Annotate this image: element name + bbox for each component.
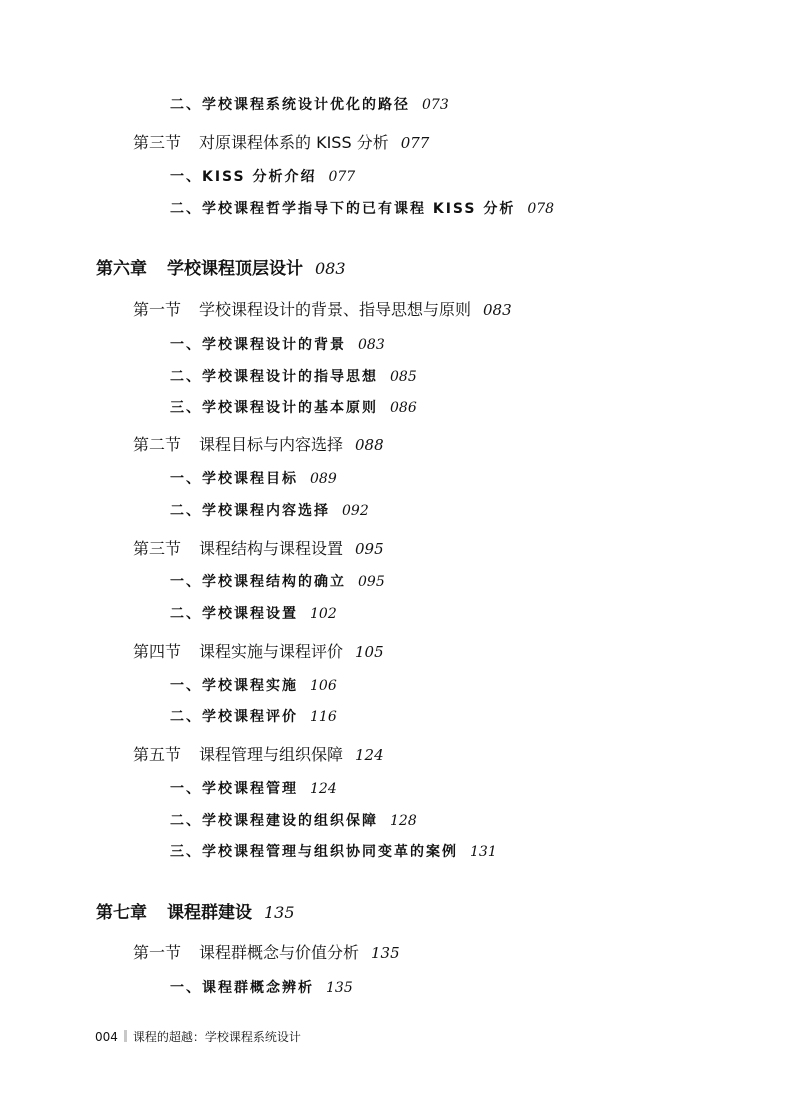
toc-entry-title: 二、学校课程设计的指导思想 (170, 369, 378, 385)
toc-entry-section-item (170, 841, 497, 861)
toc-entry-page: 135 (371, 944, 400, 962)
toc-entry-title: 一、学校课程结构的确立 (170, 574, 346, 590)
toc-entry-title: 二、学校课程系统设计优化的路径 (170, 97, 410, 113)
toc-entry-section (133, 639, 384, 662)
toc-entry-page: 086 (390, 400, 417, 416)
toc-entry-number: 第三节 (133, 133, 182, 152)
toc-entry-page: 073 (422, 97, 449, 113)
toc-entry-page: 078 (527, 201, 555, 217)
footer-divider (124, 1030, 127, 1042)
toc-entry-page: 131 (470, 844, 497, 860)
toc-entry-page: 092 (342, 503, 369, 519)
toc-entry-number: 第三节 (133, 539, 182, 558)
toc-entry-section-item (170, 571, 385, 591)
toc-entry-title: 一、学校课程实施 (170, 678, 298, 694)
toc-entry-section (133, 297, 512, 320)
toc-entry-page: 095 (355, 540, 384, 558)
toc-entry-section-item (170, 977, 353, 997)
toc-entry-title: 二、学校课程设置 (170, 606, 298, 622)
toc-entry-title: 二、学校课程内容选择 (170, 503, 330, 519)
toc-entry-title: 一、学校课程设计的背景 (170, 337, 346, 353)
toc-entry-page: 077 (400, 134, 430, 152)
toc-entry-title: 课程群概念与价值分析 (199, 943, 360, 962)
toc-entry-title: 一、学校课程目标 (170, 471, 298, 487)
toc-entry-title: 三、学校课程设计的基本原则 (170, 400, 378, 416)
toc-entry-page: 088 (355, 436, 384, 454)
toc-entry-page: 095 (358, 574, 385, 590)
toc-entry-number: 第五节 (133, 745, 182, 764)
toc-entry-title: 对原课程体系的 KISS 分析 (199, 133, 389, 152)
toc-entry-section-item (170, 468, 337, 488)
toc-entry-page: 083 (315, 259, 346, 278)
toc-entry-number: 第四节 (133, 642, 182, 661)
footer-book-title: 课程的超越：学校课程系统设计 (132, 1030, 301, 1044)
toc-entry-page: 102 (310, 606, 337, 622)
toc-entry-number: 第一节 (133, 300, 182, 319)
footer-page-number: 004 (95, 1030, 118, 1044)
toc-entry-title: 三、学校课程管理与组织协同变革的案例 (170, 844, 458, 860)
toc-entry-page: 135 (264, 903, 295, 922)
toc-entry-page: 124 (310, 781, 337, 797)
toc-entry-section (133, 536, 384, 559)
toc-entry-page: 128 (390, 813, 417, 829)
toc-entry-section-item (170, 603, 337, 623)
toc-entry-page: 135 (326, 980, 353, 996)
toc-entry-number: 第一节 (133, 943, 182, 962)
toc-entry-section-item (170, 166, 355, 186)
toc-entry-page: 116 (310, 709, 337, 725)
toc-entry-page: 105 (355, 643, 384, 661)
toc-entry-page: 089 (310, 471, 337, 487)
toc-entry-title: 学校课程设计的背景、指导思想与原则 (199, 300, 472, 319)
toc-entry-number: 第二节 (133, 435, 182, 454)
toc-entry-section (133, 940, 400, 963)
page-footer (95, 1028, 301, 1045)
toc-entry-number: 第六章 (96, 259, 147, 279)
toc-entry-section-item (170, 94, 449, 114)
toc-entry-chapter (96, 254, 346, 279)
toc-entry-title: 一、学校课程管理 (170, 781, 298, 797)
toc-entry-title: 课程群建设 (167, 903, 252, 923)
toc-entry-title: 一、课程群概念辨析 (170, 980, 314, 996)
toc-entry-section (133, 432, 384, 455)
toc-entry-title: 课程结构与课程设置 (199, 539, 344, 558)
toc-entry-title: 课程实施与课程评价 (199, 642, 344, 661)
toc-entry-section (133, 130, 429, 153)
toc-entry-section-item (170, 366, 417, 386)
toc-entry-section-item (170, 334, 385, 354)
toc-entry-section-item (170, 198, 554, 218)
toc-entry-page: 083 (358, 337, 385, 353)
toc-entry-page: 083 (483, 301, 512, 319)
toc-entry-page: 085 (390, 369, 417, 385)
toc-entry-section-item (170, 706, 337, 726)
toc-entry-title: 一、KISS 分析介绍 (170, 169, 317, 185)
toc-entry-section-item (170, 810, 417, 830)
toc-entry-number: 第七章 (96, 903, 147, 923)
toc-entry-section-item (170, 500, 369, 520)
toc-entry-title: 二、学校课程建设的组织保障 (170, 813, 378, 829)
toc-entry-title: 二、学校课程评价 (170, 709, 298, 725)
toc-entry-title: 二、学校课程哲学指导下的已有课程 KISS 分析 (170, 201, 516, 217)
toc-entry-section-item (170, 778, 337, 798)
toc-entry-page: 106 (310, 678, 337, 694)
toc-entry-title: 课程管理与组织保障 (199, 745, 344, 764)
toc-entry-section-item (170, 675, 337, 695)
toc-entry-section (133, 742, 384, 765)
toc-entry-page: 077 (328, 169, 356, 185)
toc-entry-section-item (170, 397, 417, 417)
toc-entry-page: 124 (355, 746, 384, 764)
toc-entry-title: 课程目标与内容选择 (199, 435, 344, 454)
toc-entry-chapter (96, 898, 295, 923)
toc-entry-title: 学校课程顶层设计 (167, 259, 303, 279)
